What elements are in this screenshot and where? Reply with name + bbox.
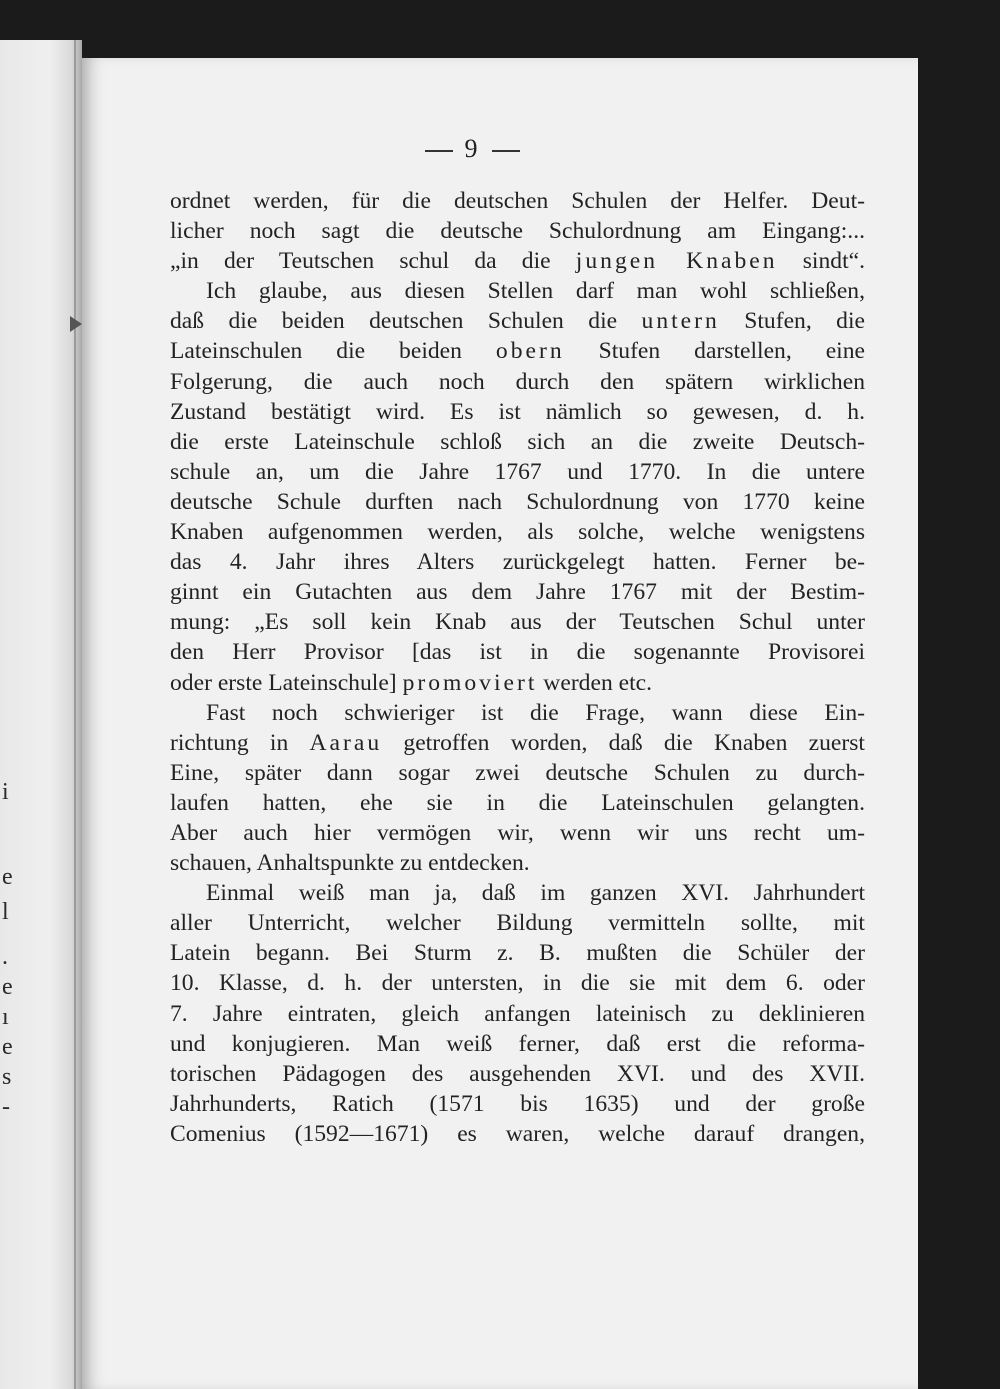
previous-page-edge xyxy=(0,40,82,1389)
spaced-emphasis: Aarau xyxy=(309,729,383,756)
text-segment: richtung in xyxy=(170,729,310,756)
text-line: Ich glaube, aus diesen Stellen darf man wohl schließen, xyxy=(206,278,865,305)
text-line: Einmal weiß man ja, daß im ganzen XVI. Jahrhundert xyxy=(206,880,865,907)
text-line xyxy=(170,668,865,698)
text-line: licher noch sagt die deutsche Schulordnung am Eingang:... xyxy=(170,218,865,245)
text-segment: getroffen worden, daß die Knaben zuerst xyxy=(382,729,865,756)
text-segment: „in der Teutschen schul da die xyxy=(170,248,576,275)
previous-page-text-fragment: s xyxy=(2,1064,12,1090)
spaced-emphasis: jungen Knaben xyxy=(575,248,778,275)
text-line: Eine, später dann sogar zwei deutsche Schulen zu durch- xyxy=(170,759,865,786)
text-line: 10. Klasse, d. h. der untersten, in die sie mit dem 6. oder xyxy=(170,970,865,997)
text-line: Comenius (1592—1671) es waren, welche darauf drangen, xyxy=(170,1120,865,1147)
text-segment: oder erste Lateinschule] xyxy=(170,669,403,696)
text-segment: werden etc. xyxy=(537,669,653,696)
text-line: mung: „Es soll kein Knab aus der Teutschen Schul unter xyxy=(170,609,865,636)
text-line: das 4. Jahr ihres Alters zurückgelegt hatten. Ferner be- xyxy=(170,549,865,576)
page-number-value: 9 xyxy=(464,134,480,163)
dash-left xyxy=(425,150,453,152)
text-segment: daß die beiden deutschen Schulen die xyxy=(170,308,642,335)
spaced-emphasis: untern xyxy=(641,308,720,335)
previous-page-text-fragment: . xyxy=(2,944,8,970)
text-line: ginnt ein Gutachten aus dem Jahre 1767 mit der Bestim- xyxy=(170,579,865,606)
text-line: laufen hatten, ehe sie in die Lateinschulen gelangten. xyxy=(170,789,865,816)
previous-page-text-fragment: - xyxy=(2,1094,10,1120)
text-line: Knaben aufgenommen werden, als solche, welche wenigstens xyxy=(170,519,865,546)
previous-page-text-fragment: e xyxy=(2,974,13,1000)
book-page xyxy=(82,58,918,1389)
text-line: Zustand bestätigt wird. Es ist nämlich so gewesen, d. h. xyxy=(170,398,865,425)
text-line xyxy=(170,728,865,758)
text-segment: Lateinschulen die beiden xyxy=(170,338,496,365)
text-line: Folgerung, die auch noch durch den spätern wirklichen xyxy=(170,368,865,395)
spaced-emphasis: promoviert xyxy=(402,669,538,696)
text-line: aller Unterricht, welcher Bildung vermitteln sollte, mit xyxy=(170,910,865,937)
spaced-emphasis: obern xyxy=(495,338,565,365)
previous-page-text-fragment: ı xyxy=(2,1004,9,1030)
text-line: schauen, Anhaltspunkte zu entdecken. xyxy=(170,850,530,877)
text-line xyxy=(170,246,865,276)
text-segment: Stufen, die xyxy=(719,308,865,335)
text-line: Jahrhunderts, Ratich (1571 bis 1635) und der große xyxy=(170,1090,865,1117)
text-line: Latein begann. Bei Sturm z. B. mußten die Schüler der xyxy=(170,940,865,967)
previous-page-text-fragment: e xyxy=(2,864,13,890)
dash-right xyxy=(492,150,520,152)
previous-page-text-fragment: i xyxy=(2,779,9,805)
text-line: Fast noch schwieriger ist die Frage, wann diese Ein- xyxy=(206,699,865,726)
page-marker-arrow-icon xyxy=(70,316,82,332)
previous-page-text-fragment: l xyxy=(2,899,9,925)
text-line: ordnet werden, für die deutschen Schulen der Helfer. Deut- xyxy=(170,188,865,214)
text-line xyxy=(170,306,865,336)
previous-page-text-fragment: e xyxy=(2,1034,13,1060)
text-line: 7. Jahre eintraten, gleich anfangen lateinisch zu deklinieren xyxy=(170,1000,865,1027)
text-line: deutsche Schule durften nach Schulordnung von 1770 keine xyxy=(170,488,865,515)
text-segment: sindt“. xyxy=(777,248,865,275)
text-line: die erste Lateinschule schloß sich an die zweite Deutsch- xyxy=(170,428,865,455)
text-line xyxy=(170,336,865,366)
text-line: schule an, um die Jahre 1767 und 1770. In die untere xyxy=(170,458,865,485)
text-line: Aber auch hier vermögen wir, wenn wir uns recht um- xyxy=(170,819,865,846)
text-segment: Stufen darstellen, eine xyxy=(564,338,865,365)
body-text xyxy=(170,186,865,1149)
text-line: und konjugieren. Man weiß ferner, daß erst die reforma- xyxy=(170,1030,865,1057)
text-line: den Herr Provisor [das ist in die sogenannte Provisorei xyxy=(170,639,865,666)
page-gutter xyxy=(74,40,76,1389)
page-number xyxy=(82,134,862,164)
text-line: torischen Pädagogen des ausgehenden XVI. und des XVII. xyxy=(170,1060,865,1087)
